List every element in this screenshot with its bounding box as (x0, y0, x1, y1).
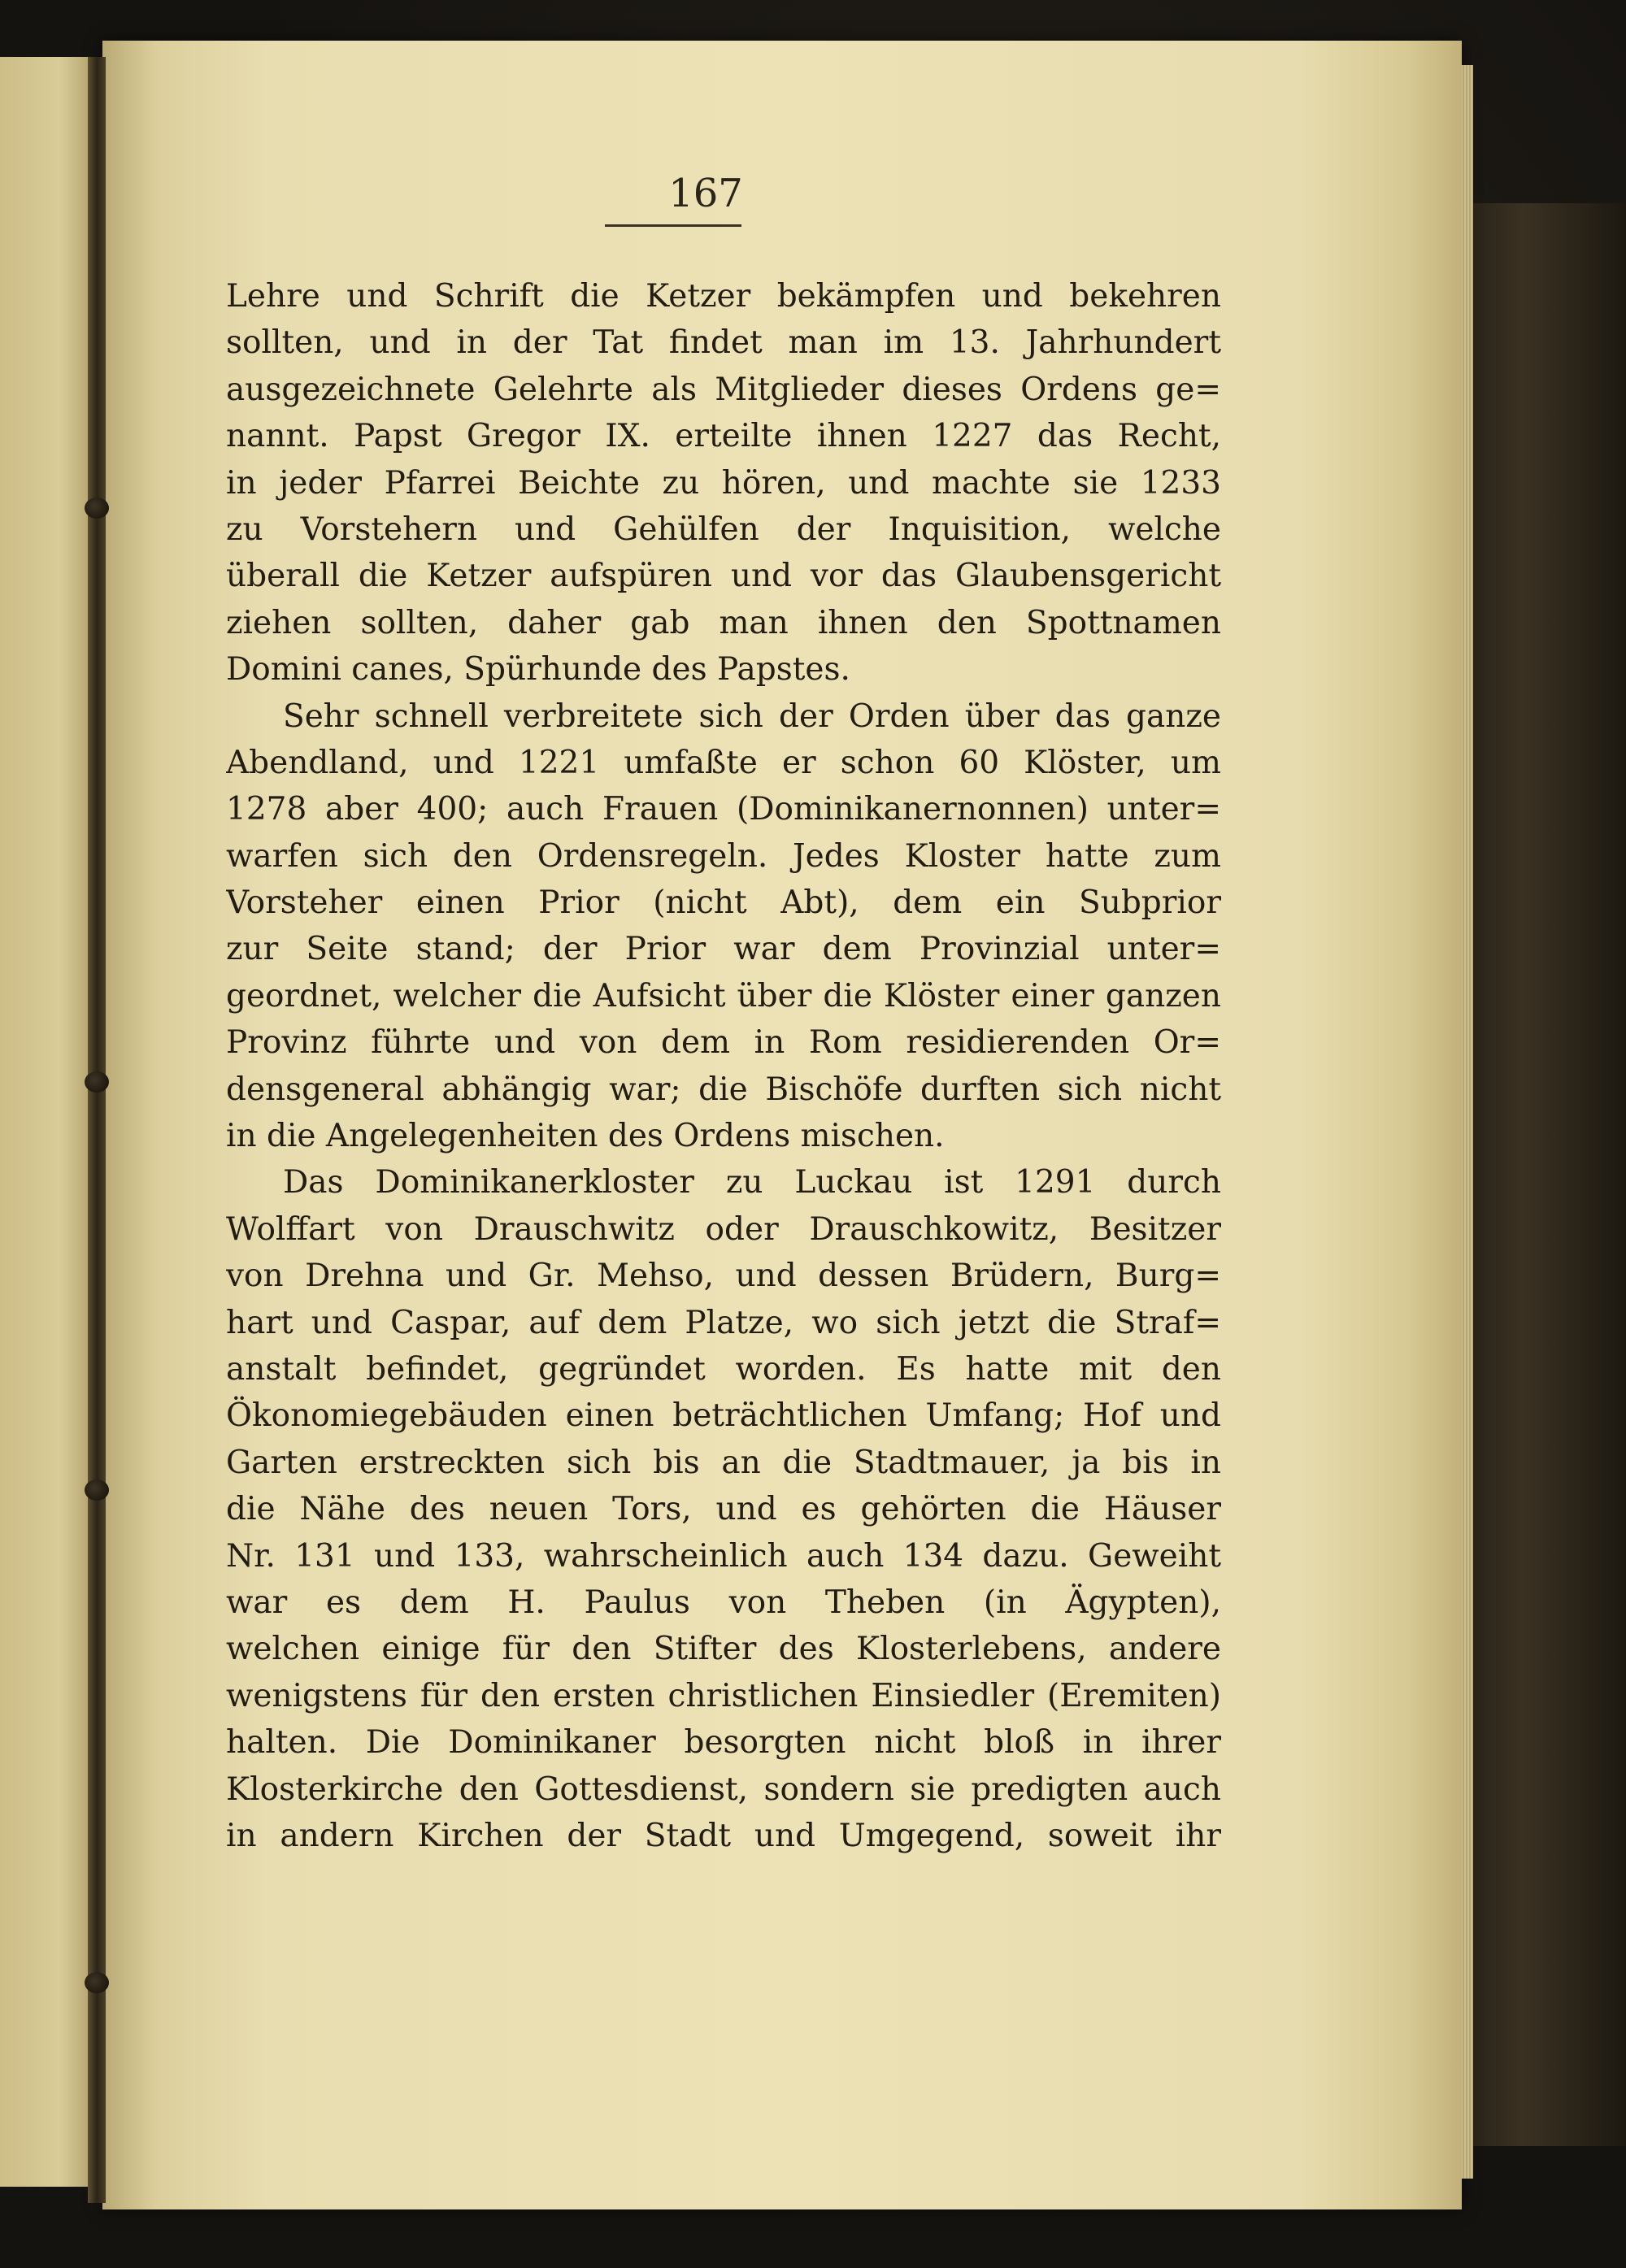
text-line: überall die Ketzer aufspüren und vor das Glaubensgericht (226, 558, 1221, 595)
text-line: Domini canes, Spürhunde des Papstes. (226, 651, 850, 689)
text-line: anstalt befindet, gegründet worden. Es hatte mit den (226, 1350, 1221, 1388)
text-line: Ökonomiegebäuden einen beträchtlichen Umfang; Hof und (226, 1397, 1221, 1435)
binding-stitch (85, 1479, 109, 1501)
text-line: ziehen sollten, daher gab man ihnen den Spottnamen (226, 604, 1221, 641)
text-line: Sehr schnell verbreitete sich der Orden über das ganze (283, 697, 1221, 735)
text-line: densgeneral abhängig war; die Bischöfe durften sich nicht (226, 1071, 1221, 1108)
text-line: geordnet, welcher die Aufsicht über die Klöster einer ganzen (226, 977, 1221, 1015)
text-line: Vorsteher einen Prior (nicht Abt), dem ein Subprior (226, 884, 1221, 922)
text-line: zu Vorstehern und Gehülfen der Inquisition, welche (226, 511, 1221, 548)
text-line: von Drehna und Gr. Mehso, und dessen Brüdern, Burg= (226, 1258, 1221, 1295)
page-number-rule (605, 224, 741, 227)
text-line: nannt. Papst Gregor IX. erteilte ihnen 1227 das Recht, (226, 418, 1221, 455)
text-line: sollten, und in der Tat findet man im 13. Jahrhundert (226, 324, 1221, 362)
text-line: in jeder Pfarrei Beichte zu hören, und machte sie 1233 (226, 464, 1221, 502)
text-line: war es dem H. Paulus von Theben (in Ägypten), (226, 1584, 1221, 1621)
binding-stitch (85, 497, 109, 519)
book-cover-right (1455, 203, 1626, 2146)
binding-stitch (85, 1972, 109, 1993)
text-line: wenigstens für den ersten christlichen Einsiedler (Eremiten) (226, 1677, 1221, 1714)
text-line: welchen einige für den Stifter des Klosterlebens, andere (226, 1631, 1221, 1668)
text-line: Klosterkirche den Gottesdienst, sondern sie predigten auch (226, 1771, 1221, 1808)
left-page-edge (0, 57, 99, 2187)
text-line: zur Seite stand; der Prior war dem Provinzial unter= (226, 931, 1221, 968)
text-line: Provinz führte und von dem in Rom residierenden Or= (226, 1024, 1221, 1062)
body-text (226, 273, 1221, 1859)
text-line: warfen sich den Ordensregeln. Jedes Kloster hatte zum (226, 837, 1221, 875)
text-line: halten. Die Dominikaner besorgten nicht bloß in ihrer (226, 1724, 1221, 1762)
text-line: Das Dominikanerkloster zu Luckau ist 1291 durch (283, 1164, 1221, 1201)
text-line: ausgezeichnete Gelehrte als Mitglieder dieses Ordens ge= (226, 371, 1221, 408)
book-gutter (88, 57, 106, 2203)
text-line: in die Angelegenheiten des Ordens mischen. (226, 1118, 945, 1155)
text-line: Abendland, und 1221 umfaßte er schon 60 Klöster, um (226, 744, 1221, 781)
page-number: 167 (668, 171, 743, 216)
text-line: hart und Caspar, auf dem Platze, wo sich jetzt die Straf= (226, 1304, 1221, 1341)
text-line: die Nähe des neuen Tors, und es gehörten die Häuser (226, 1491, 1221, 1528)
binding-stitch (85, 1071, 109, 1093)
text-line: in andern Kirchen der Stadt und Umgegend, soweit ihr (226, 1817, 1221, 1854)
text-line: 1278 aber 400; auch Frauen (Dominikanernonnen) unter= (226, 791, 1221, 828)
text-line: Nr. 131 und 133, wahrscheinlich auch 134 dazu. Geweiht (226, 1537, 1221, 1575)
text-line: Garten erstreckten sich bis an die Stadtmauer, ja bis in (226, 1444, 1221, 1481)
page-edges (1462, 65, 1473, 2179)
text-line: Lehre und Schrift die Ketzer bekämpfen und bekehren (226, 278, 1221, 315)
text-line: Wolffart von Drauschwitz oder Drauschkowitz, Besitzer (226, 1210, 1221, 1248)
